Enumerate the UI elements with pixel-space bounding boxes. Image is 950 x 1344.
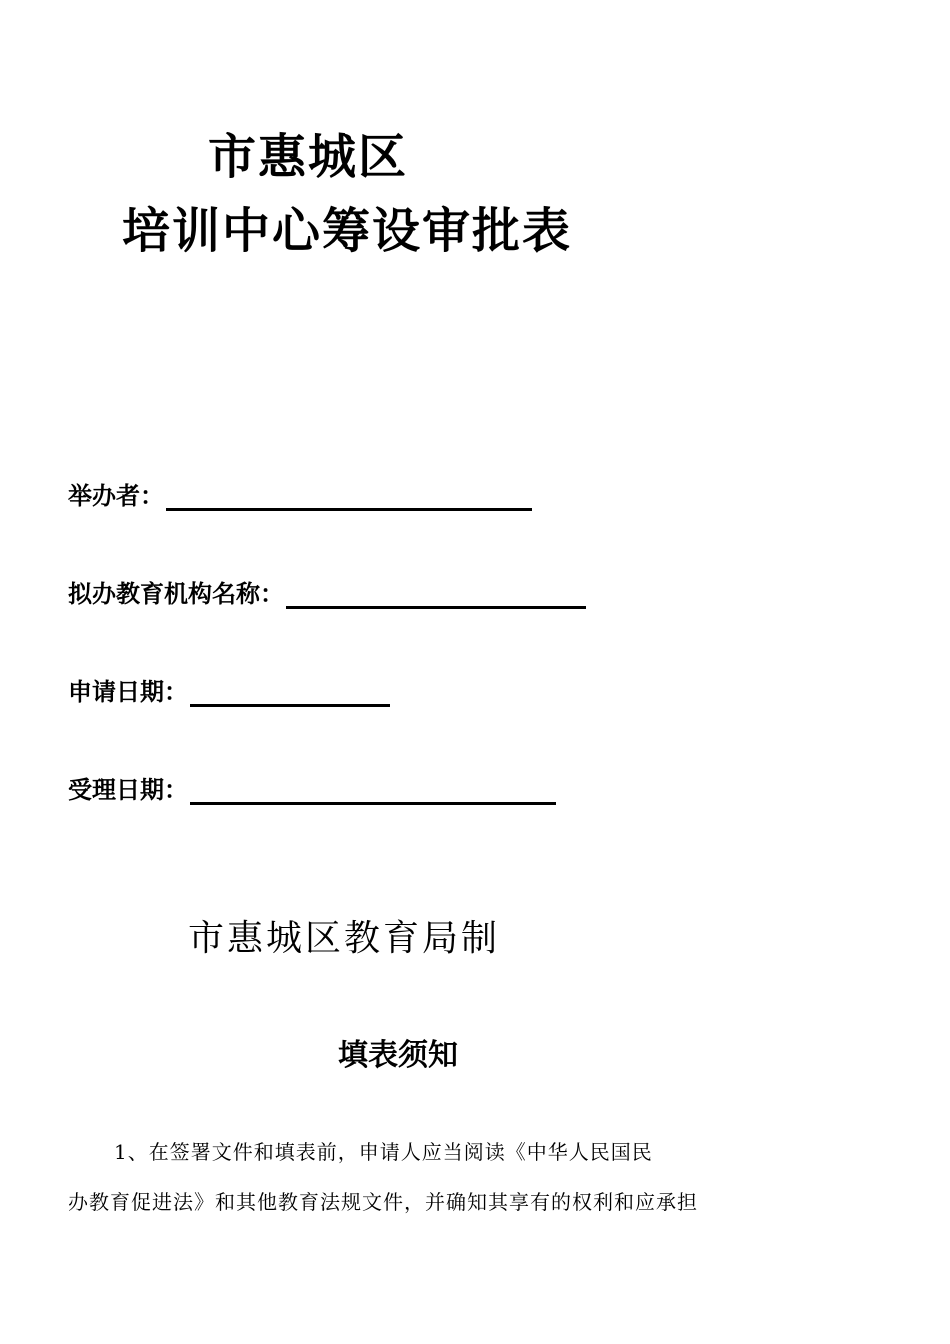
issuer-text: 市惠城区教育局制 xyxy=(188,918,501,959)
institution-name-blank[interactable] xyxy=(286,586,586,609)
application-date-blank[interactable] xyxy=(190,684,390,707)
organizer-blank[interactable] xyxy=(166,488,532,511)
acceptance-date-blank[interactable] xyxy=(190,782,556,805)
institution-name-label: 拟办教育机构名称： xyxy=(68,580,284,608)
acceptance-date-field xyxy=(68,770,556,805)
form-title-line2: 培训中心筹设审批表 xyxy=(122,203,573,259)
notice-heading: 填表须知 xyxy=(338,1038,458,1073)
notice-paragraph-line2: 办教育促进法》和其他教育法规文件，并确知其享有的权利和应承担 xyxy=(68,1190,698,1214)
institution-name-field xyxy=(68,574,586,609)
organizer-label: 举办者： xyxy=(68,482,164,510)
application-date-label: 申请日期： xyxy=(68,678,188,706)
notice-paragraph-line1: 1、在签署文件和填表前，申请人应当阅读《中华人民国民 xyxy=(114,1140,653,1164)
form-title-line1: 市惠城区 xyxy=(208,129,409,185)
acceptance-date-label: 受理日期： xyxy=(68,776,188,804)
application-date-field xyxy=(68,672,390,707)
organizer-field xyxy=(68,476,532,511)
